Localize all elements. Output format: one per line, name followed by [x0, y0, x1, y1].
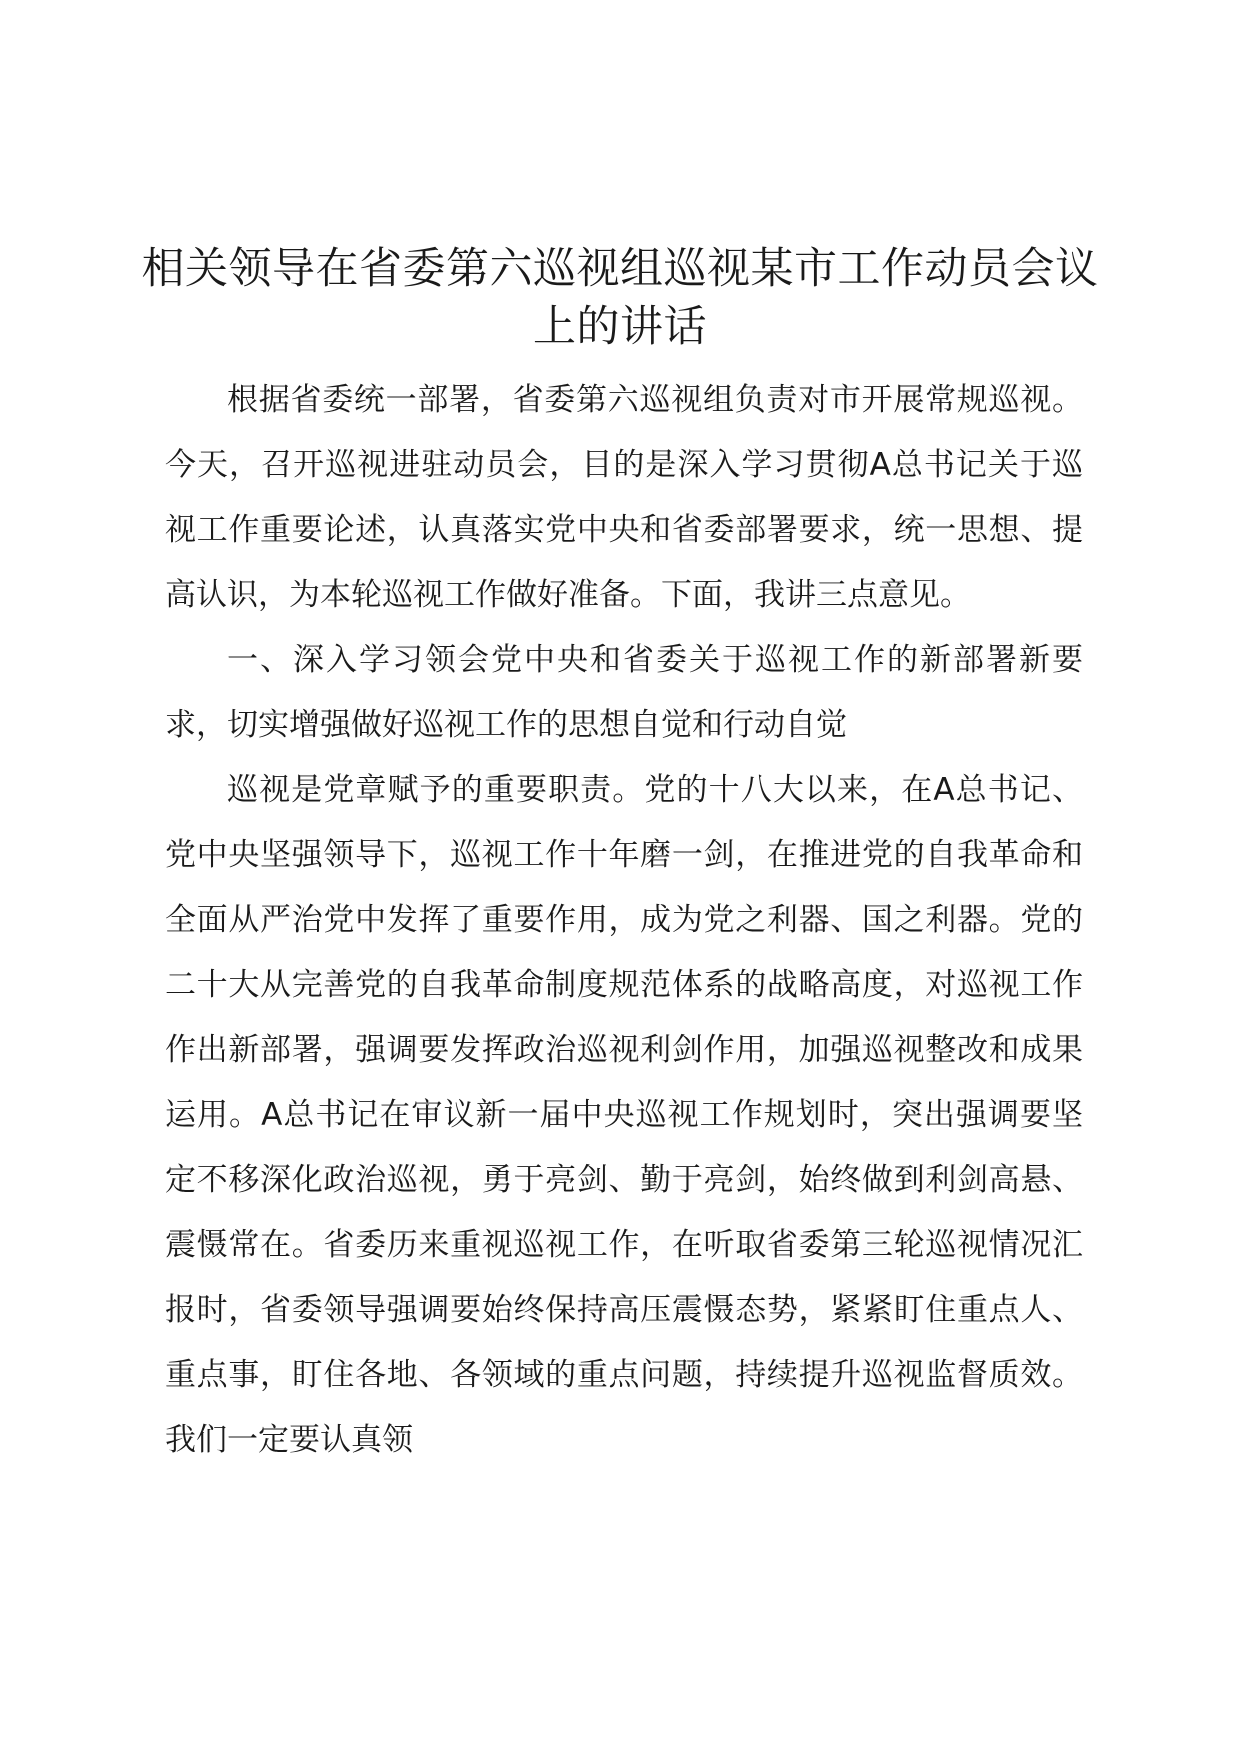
section-heading-one: 一、深入学习领会党中央和省委关于巡视工作的新部署新要求，切实增强做好巡视工作的思想自觉和行动自觉	[165, 642, 1083, 743]
document-title: 相关领导在省委第六巡视组巡视某市工作动员会议上的讲话	[141, 244, 1099, 352]
paragraph-intro: 根据省委统一部署，省委第六巡视组负责对市开展常规巡视。今天，召开巡视进驻动员会，目的是深入学习贯彻A总书记关于巡视工作重要论述，认真落实党中央和省委部署要求，统一思想、提高认识，为本轮巡视工作做好准备。下面，我讲三点意见。	[165, 382, 1083, 613]
document-body	[165, 368, 1083, 1473]
paragraph-inspection-duty: 巡视是党章赋予的重要职责。党的十八大以来，在A总书记、党中央坚强领导下，巡视工作十年磨一剑，在推进党的自我革命和全面从严治党中发挥了重要作用，成为党之利器、国之利器。党的二十大从完善党的自我革命制度规范体系的战略高度，对巡视工作作出新部署，强调要发挥政治巡视利剑作用，加强巡视整改和成果运用。A总书记在审议新一届中央巡视工作规划时，突出强调要坚定不移深化政治巡视，勇于亮剑、勤于亮剑，始终做到利剑高悬、震慑常在。省委历来重视巡视工作，在听取省委第三轮巡视情况汇报时，省委领导强调要始终保持高压震慑态势，紧紧盯住重点人、重点事，盯住各地、各领域的重点问题，持续提升巡视监督质效。我们一定要认真领	[165, 772, 1083, 1458]
